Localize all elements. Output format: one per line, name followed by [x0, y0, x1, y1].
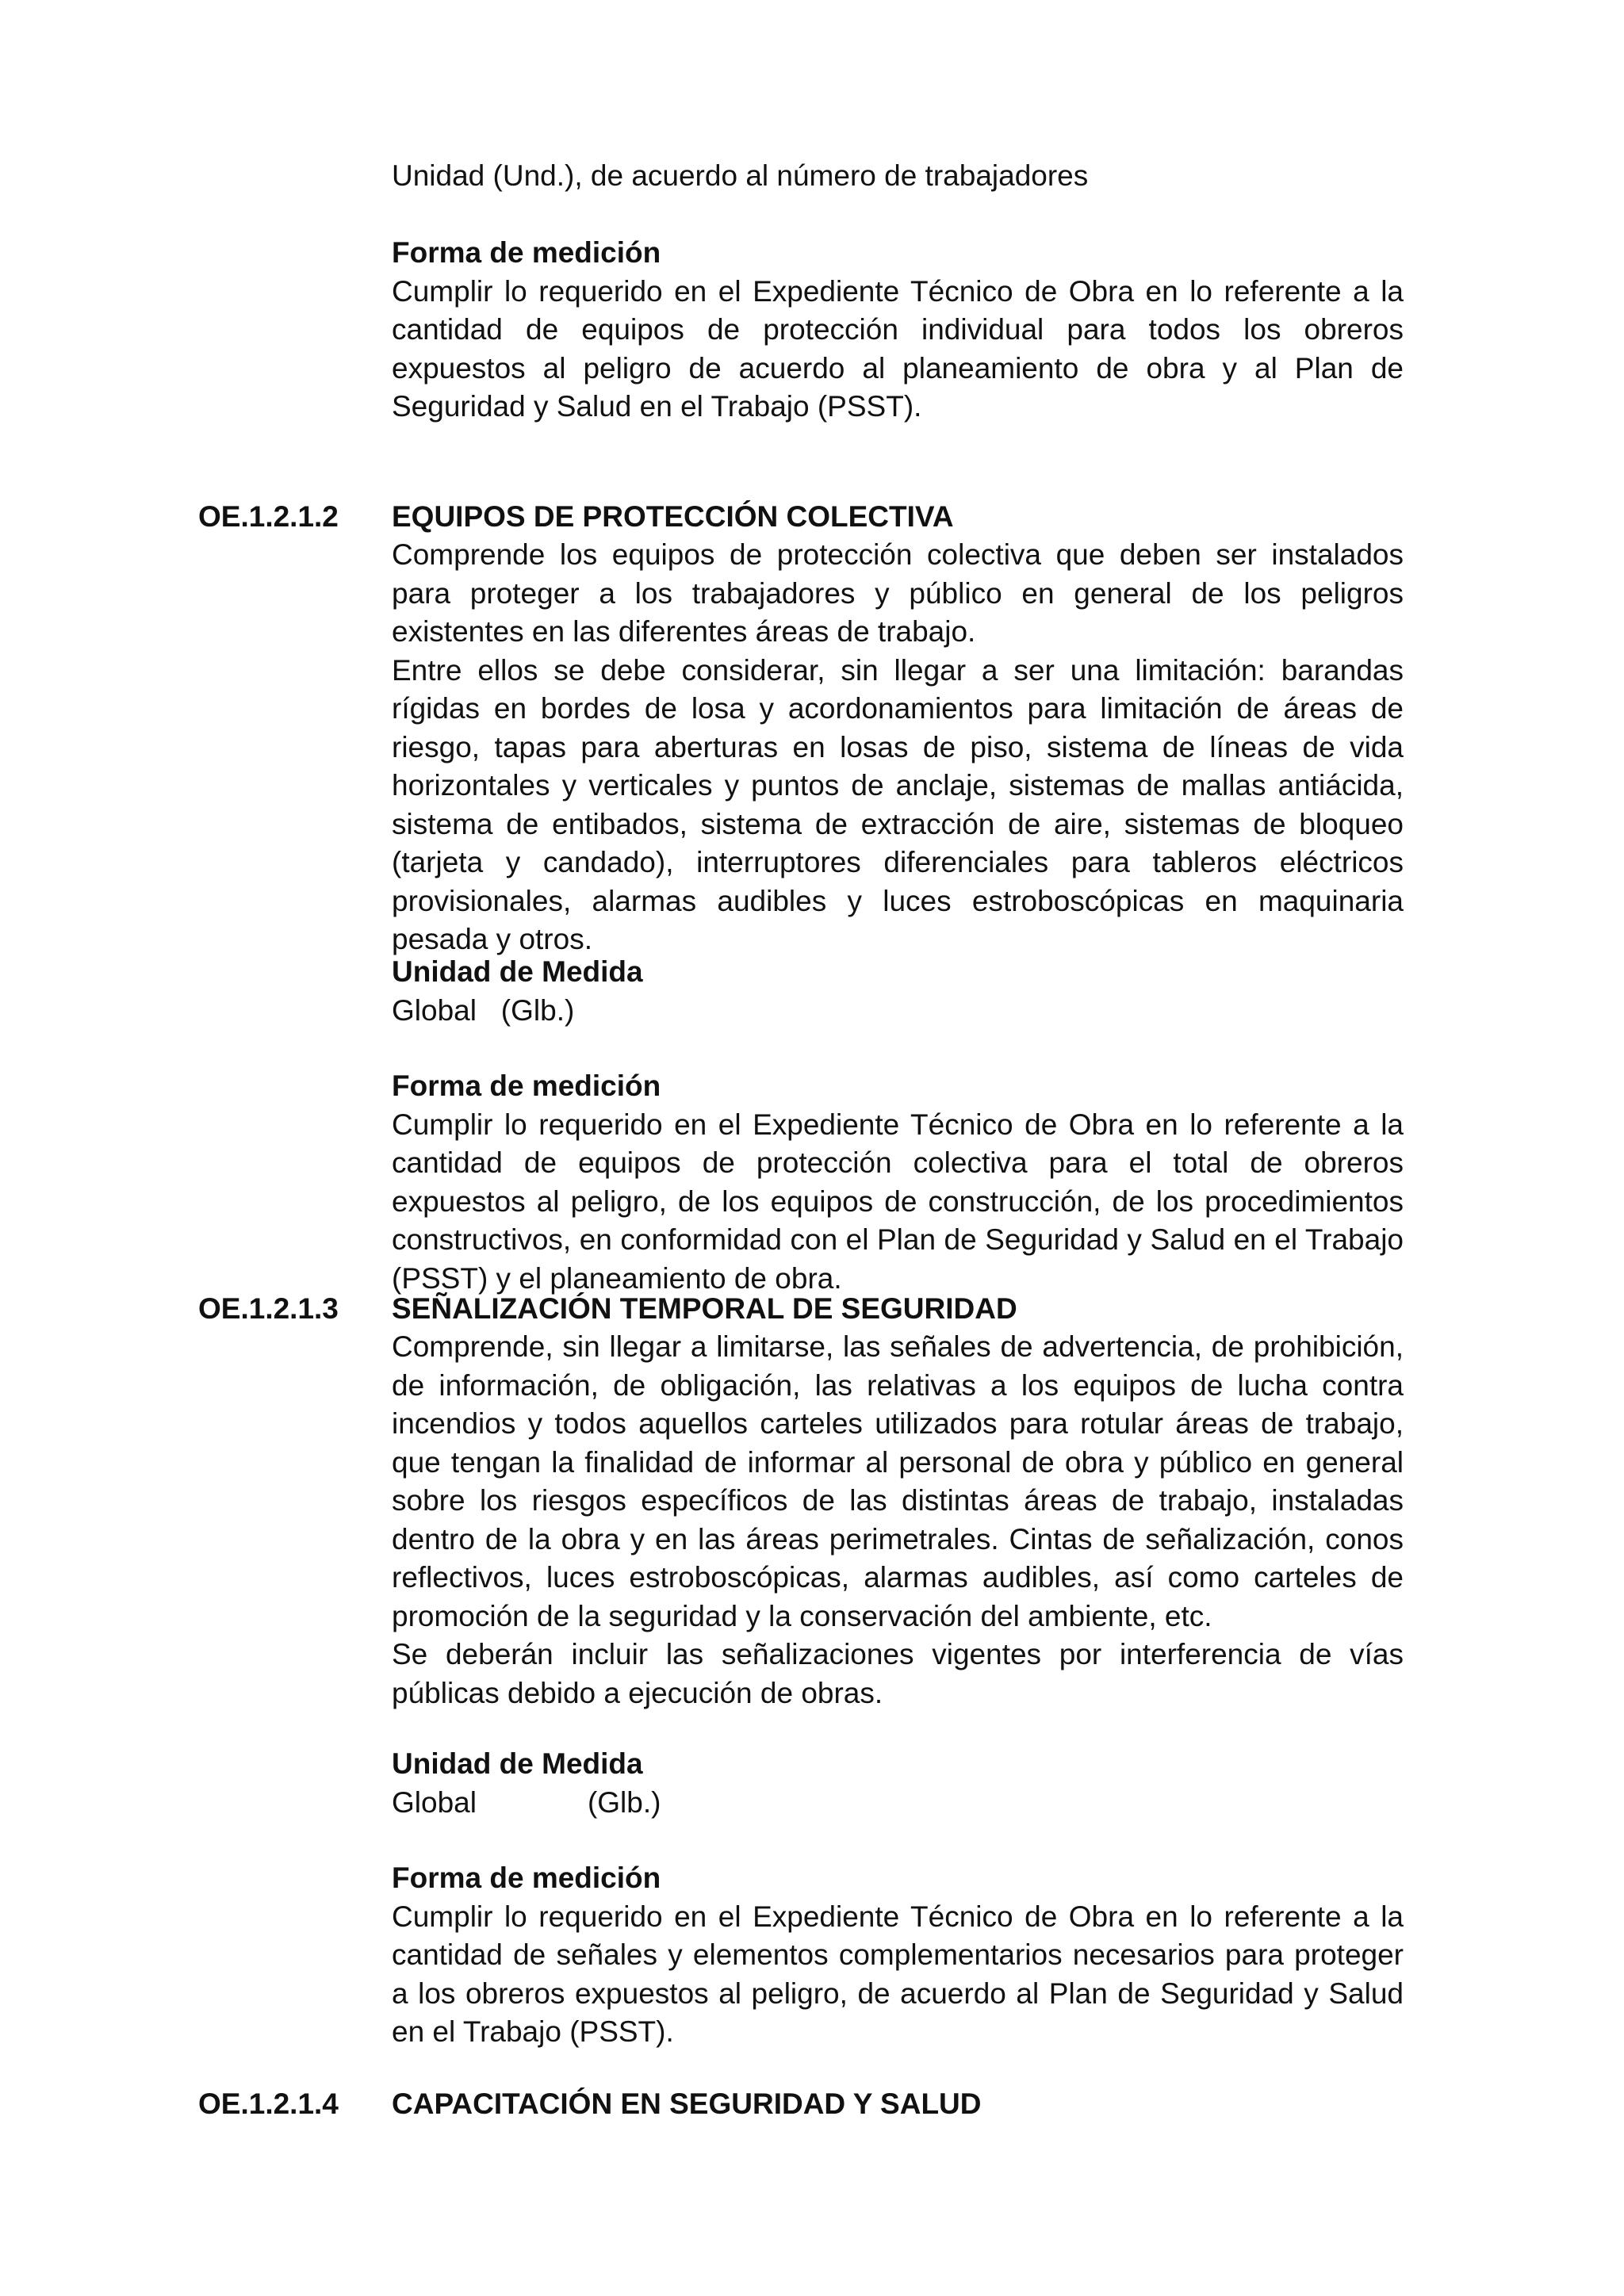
intro-measure-block — [392, 234, 1404, 427]
unit-value — [392, 992, 1404, 1031]
measure-block — [392, 1067, 1404, 1298]
intro-unit-line: Unidad (Und.), de acuerdo al número de trabajadores — [392, 159, 1089, 192]
section-code: OE.1.2.1.4 — [198, 2087, 339, 2120]
section-description-paragraph: Comprende los equipos de protección colectiva que deben ser instalados para proteger a los trabajadores y público en general de los peligros existentes en las diferentes áreas de trabajo. — [392, 538, 1404, 648]
measure-heading: Forma de medición — [392, 1070, 661, 1102]
unit-name: Global — [392, 993, 477, 1027]
unit-abbr: (Glb.) — [587, 1785, 661, 1819]
measure-text: Cumplir lo requerido en el Expediente Técnico de Obra en lo referente a la cantidad de señales y elementos complementarios necesarios para proteger a los obreros expuestos al peligro, de acuerdo al Plan de Seguridad y Salud en el Trabajo (PSST). — [392, 1900, 1404, 2048]
unit-heading: Unidad de Medida — [392, 955, 643, 988]
intro-measure-heading: Forma de medición — [392, 236, 661, 269]
unit-heading: Unidad de Medida — [392, 1747, 643, 1780]
unit-of-measure-block — [392, 1745, 1404, 1822]
section-title: EQUIPOS DE PROTECCIÓN COLECTIVA — [392, 500, 954, 533]
section-title: SEÑALIZACIÓN TEMPORAL DE SEGURIDAD — [392, 1292, 1017, 1325]
unit-value — [392, 1784, 1404, 1823]
measure-text: Cumplir lo requerido en el Expediente Técnico de Obra en lo referente a la cantidad de equipos de protección colectiva para el total de obreros expuestos al peligro, de los equipos de construcción, de los procedimientos constructivos, en conformidad con el Plan de Seguridad y Salud en el Trabajo (PSST) y el planeamiento de obra. — [392, 1108, 1404, 1295]
unit-abbr: (Glb.) — [500, 993, 575, 1027]
unit-name: Global — [392, 1785, 477, 1819]
intro-measure-text: Cumplir lo requerido en el Expediente Técnico de Obra en lo referente a la cantidad de equipos de protección individual para todos los obreros expuestos al peligro de acuerdo al planeamiento de obra y al Plan de Seguridad y Salud en el Trabajo (PSST). — [392, 274, 1404, 423]
section-title: CAPACITACIÓN EN SEGURIDAD Y SALUD — [392, 2087, 982, 2120]
measure-heading: Forma de medición — [392, 1862, 661, 1894]
measure-block — [392, 1859, 1404, 2052]
section-description — [392, 536, 1404, 959]
section-description-paragraph: Comprende, sin llegar a limitarse, las señales de advertencia, de prohibición, de información, de obligación, las relativas a los equipos de lucha contra incendios y todos aquellos carteles utilizados para rotular áreas de trabajo, que tengan la finalidad de informar al personal de obra y público en general sobre los riesgos específicos de las distintas áreas de trabajo, instaladas dentro de la obra y en las áreas perimetrales. Cintas de señalización, conos reflectivos, luces estroboscópicas, alarmas audibles, así como carteles de promoción de la seguridad y la conservación del ambiente, etc. — [392, 1330, 1404, 1632]
section-code: OE.1.2.1.2 — [198, 500, 339, 533]
section-code: OE.1.2.1.3 — [198, 1292, 339, 1325]
section-description-paragraph: Se deberán incluir las señalizaciones vigentes por interferencia de vías públicas debido a ejecución de obras. — [392, 1638, 1404, 1709]
section-description-paragraph: Entre ellos se debe considerar, sin llegar a ser una limitación: barandas rígidas en bordes de losa y acordonamientos para limitación de áreas de riesgo, tapas para aberturas en losas de piso, sistema de líneas de vida horizontales y verticales y puntos de anclaje, sistemas de mallas antiácida, sistema de entibados, sistema de extracción de aire, sistemas de bloqueo (tarjeta y candado), interruptores diferenciales para tableros eléctricos provisionales, alarmas audibles y luces estroboscópicas en maquinaria pesada y otros. — [392, 653, 1404, 955]
unit-of-measure-block — [392, 953, 1404, 1030]
section-description — [392, 1328, 1404, 1712]
